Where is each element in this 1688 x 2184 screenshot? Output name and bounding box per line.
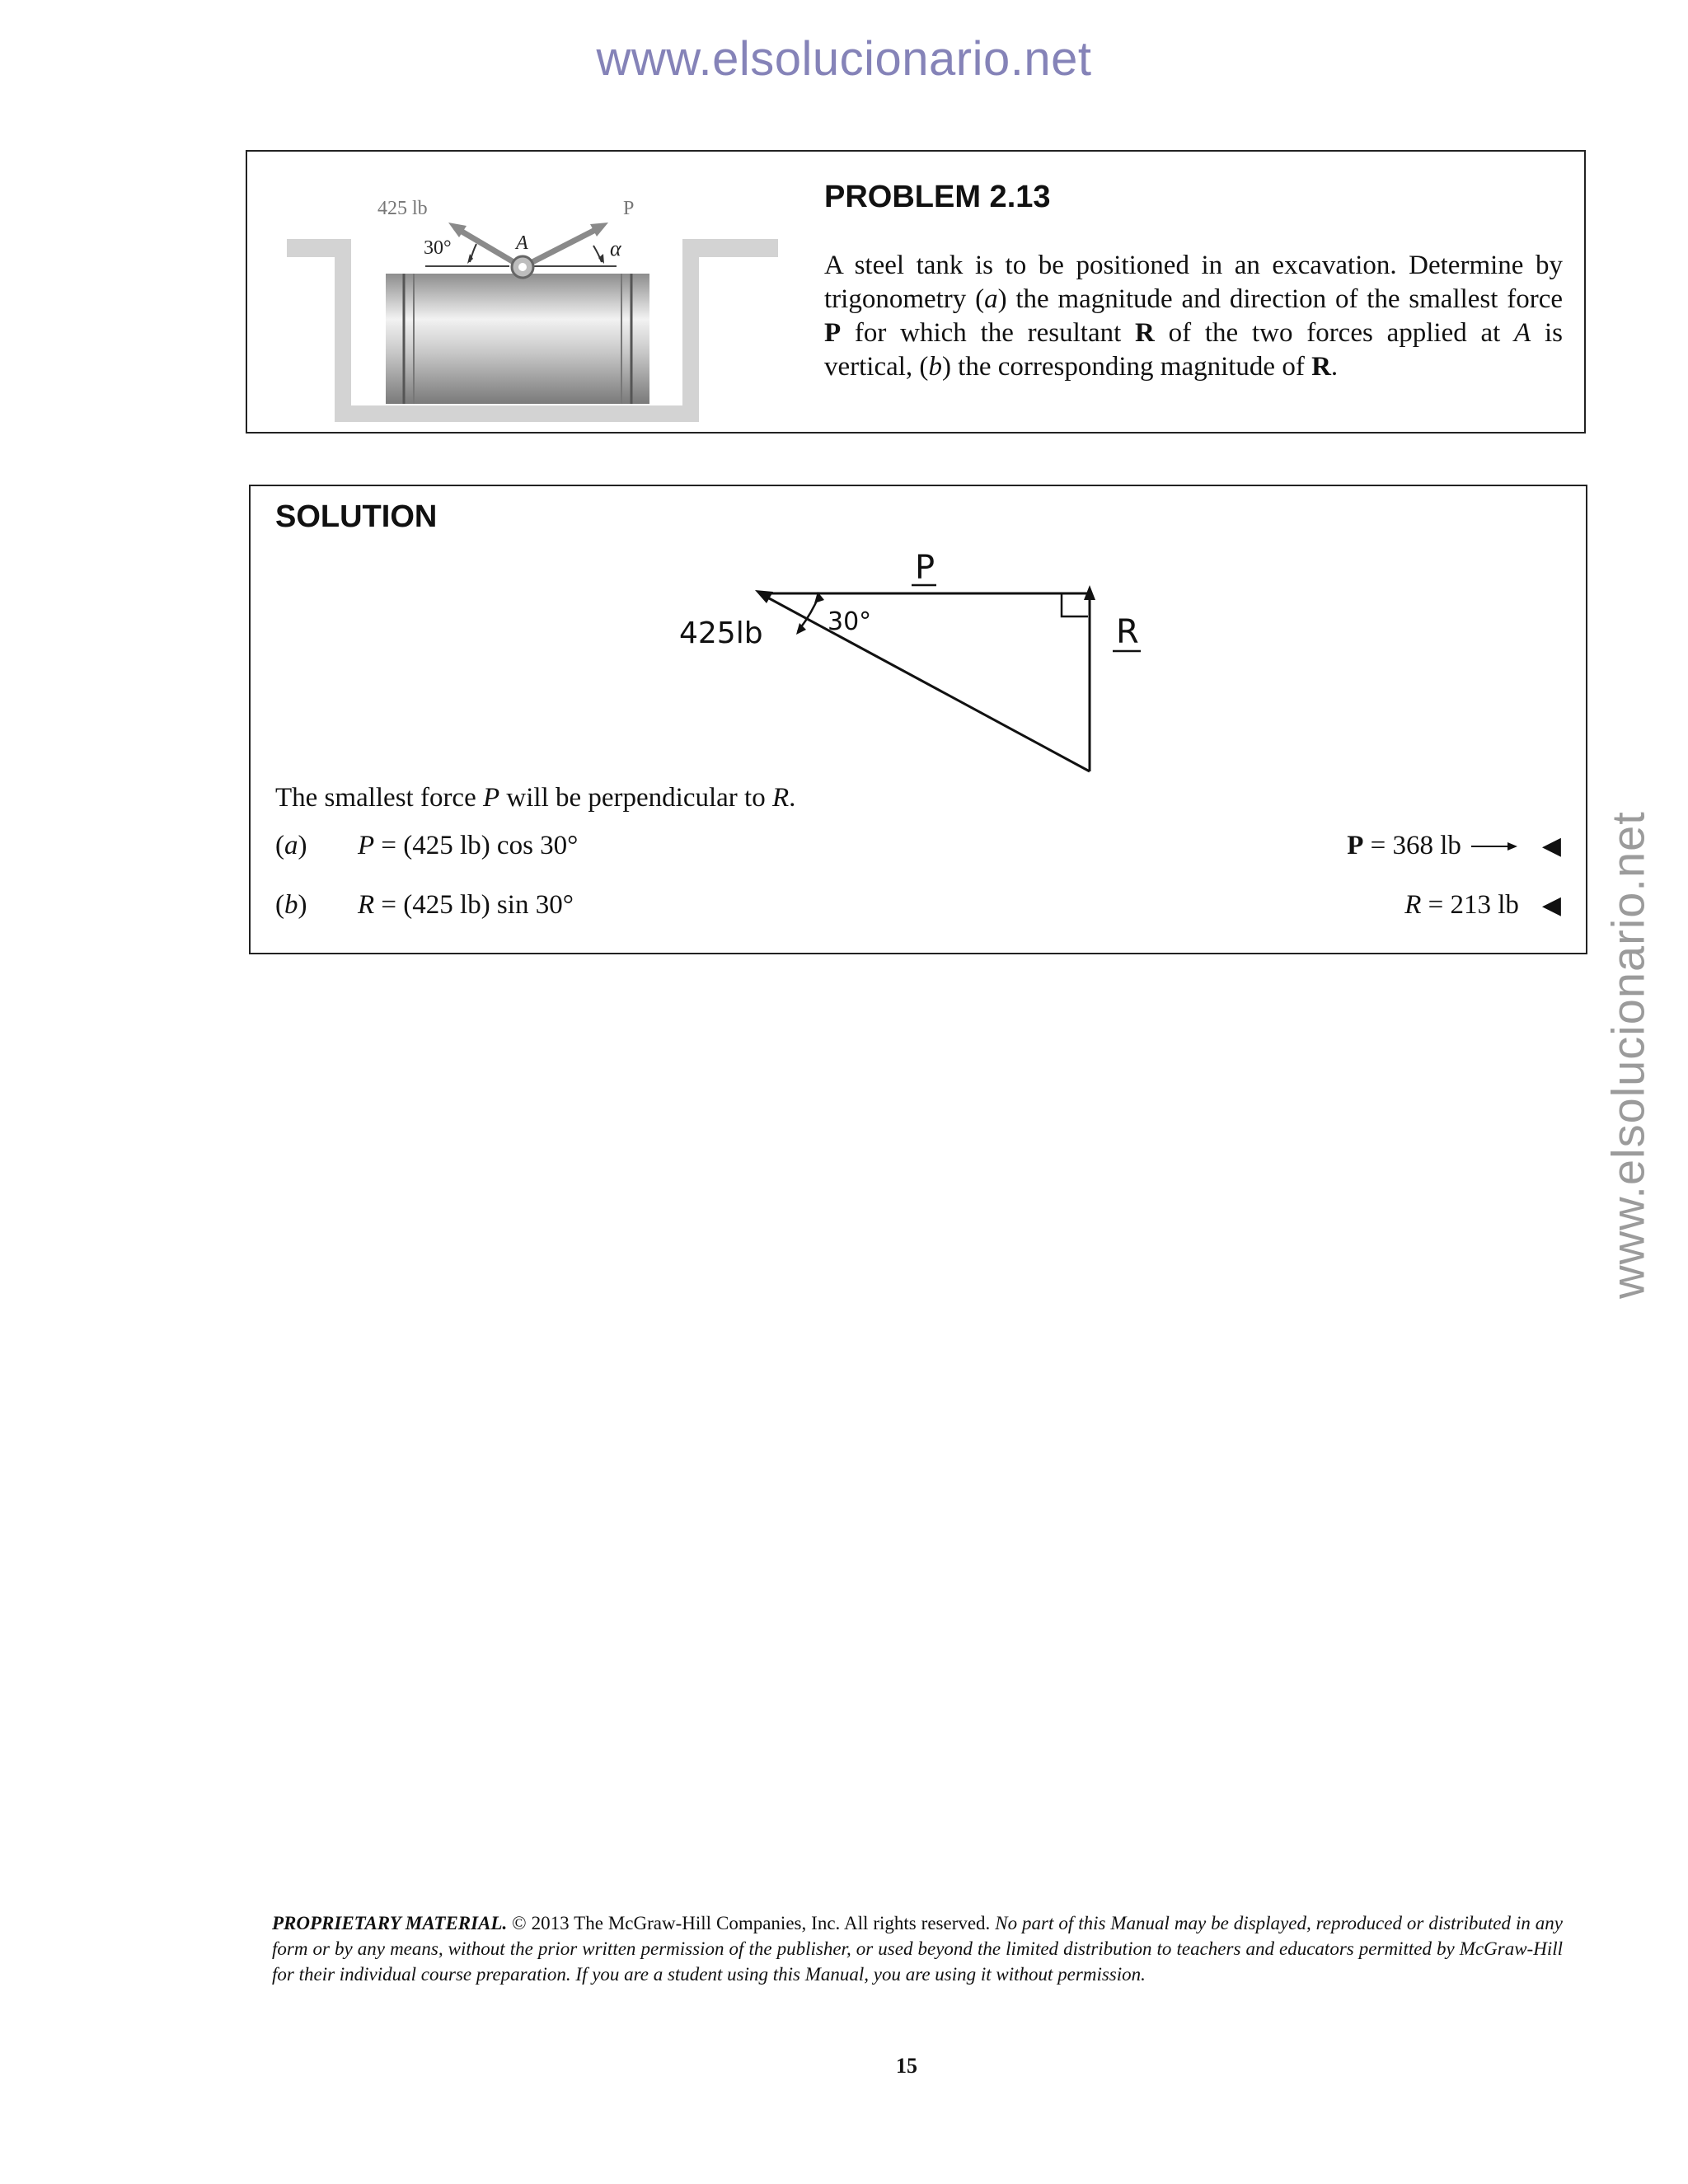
equation-result-a: P = 368 lb ◀ xyxy=(1347,831,1561,860)
equation-result-b: R = 213 lb ◀ xyxy=(1404,890,1561,920)
equation-label-a: (a) xyxy=(275,831,307,860)
solution-title: SOLUTION xyxy=(275,499,438,534)
solution-statement: The smallest force P will be perpendicular to R. xyxy=(275,783,796,813)
right-arrow-icon xyxy=(1470,838,1519,855)
figure-alpha-label: α xyxy=(610,237,621,260)
equation-expression-b: R = (425 lb) sin 30° xyxy=(358,890,574,920)
force-triangle-sketch xyxy=(679,552,1223,791)
figure-angle-label: 30° xyxy=(424,237,452,259)
figure-p-label: P xyxy=(623,198,635,219)
figure-force-label: 425 lb xyxy=(377,198,428,219)
sketch-r-label: R xyxy=(1116,613,1139,651)
watermark-side: www.elsolucionario.net xyxy=(1601,811,1654,1299)
sketch-p-label: P xyxy=(915,552,935,587)
force-425-arrow xyxy=(455,227,519,265)
problem-statement: A steel tank is to be positioned in an excavation. Determine by trigonometry (a) the magnitude and direction of the smallest force P for which the resultant R of the two forces applied at A is vertical, (b) the corresponding magnitude of R. xyxy=(824,251,1563,382)
problem-box xyxy=(246,150,1586,434)
tank xyxy=(386,274,649,404)
problem-title: PROBLEM 2.13 xyxy=(824,180,1051,214)
watermark-top: www.elsolucionario.net xyxy=(596,32,1092,86)
sketch-angle-label: 30° xyxy=(828,607,872,636)
equation-label-b: (b) xyxy=(275,890,307,920)
sketch-force-label: 425lb xyxy=(679,616,763,650)
equation-row-a xyxy=(275,831,1561,867)
tank-figure xyxy=(287,175,790,422)
figure-point-label: A xyxy=(516,232,528,254)
solution-box xyxy=(249,485,1587,954)
force-425-line xyxy=(760,593,1090,771)
force-p-arrow xyxy=(526,227,600,265)
end-mark-icon: ◀ xyxy=(1541,832,1561,860)
equation-row-b xyxy=(275,890,1561,926)
end-mark-icon: ◀ xyxy=(1541,892,1561,919)
proprietary-footer: PROPRIETARY MATERIAL. © 2013 The McGraw-Hill Companies, Inc. All rights reserved. No part of this Manual may be displayed, reproduced or distributed in any form or by any means, without the prior written permission of the publisher, or used beyond the limited distribution to teachers and educators permitted by McGraw-Hill for their individual course preparation. If you are a student using this Manual, you are using it without permission. xyxy=(272,1913,1563,1985)
page-number: 15 xyxy=(896,2054,917,2078)
equation-expression-a: P = (425 lb) cos 30° xyxy=(358,831,579,860)
